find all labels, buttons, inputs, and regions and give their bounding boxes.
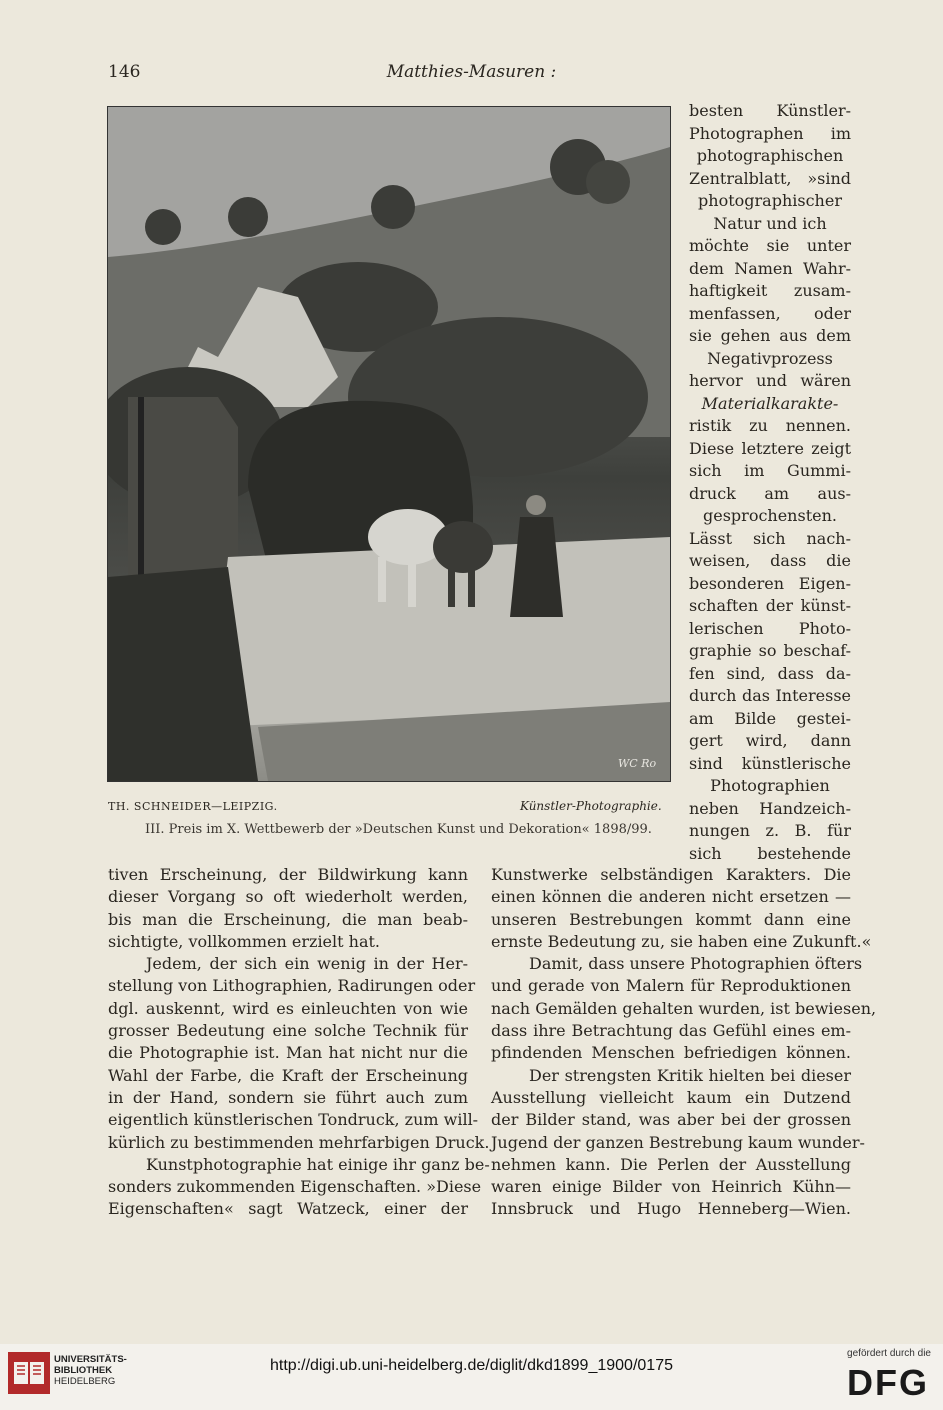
right-text-column	[491, 864, 877, 1221]
text-line: grosser Bedeutung eine solche Technik für	[108, 1021, 468, 1041]
narrow-text-column	[689, 100, 851, 865]
text-line: unseren Bestrebungen kommt dann eine	[491, 909, 851, 929]
page-number: 146	[108, 62, 141, 82]
text-line: Eigenschaften« sagt Watzeck, einer der	[108, 1199, 468, 1219]
text-line: Kunstphotographie hat einige ihr ganz be-	[146, 1154, 490, 1174]
text-line: durch das Interesse	[689, 686, 851, 705]
text-line: kürlich zu bestimmenden mehrfarbigen Druck.	[108, 1132, 490, 1152]
caption-prize: III. Preis im X. Wettbewerb der »Deutschen Kunst und Dekoration« 1898/99.	[145, 822, 652, 837]
photo-scene	[108, 107, 670, 781]
text-line: und gerade von Malern für Reproduktionen	[491, 976, 851, 996]
text-line: Damit, dass unsere Photographien öfters	[529, 954, 863, 974]
text-line: druck am aus-	[689, 483, 851, 503]
text-line: ristik zu nennen.	[689, 416, 851, 435]
text-line: möchte sie unter	[689, 236, 851, 255]
permalink-url[interactable]: http://digi.ub.uni-heidelberg.de/diglit/dkd1899_1900/0175	[270, 1357, 673, 1374]
text-line: neben Handzeich-	[689, 798, 851, 818]
text-line: graphie so beschaf-	[689, 641, 851, 660]
text-line: photographischen	[696, 146, 844, 165]
text-line: gesprochensten.	[703, 506, 837, 525]
text-line: dgl. auskennt, wird es einleuchten von wie	[108, 998, 468, 1018]
text-line: nach Gemälden gehalten wurden, ist bewiesen,	[491, 998, 877, 1018]
text-line: sind künstlerische	[689, 753, 851, 773]
library-line: UNIVERSITÄTS-	[54, 1354, 127, 1365]
text-line: Diese letztere zeigt	[689, 438, 851, 458]
text-line: die Photographie ist. Man hat nicht nur die	[108, 1043, 468, 1063]
text-line: Jugend der ganzen Bestrebung kaum wunder-	[491, 1132, 865, 1152]
text-line: Negativprozess	[707, 348, 833, 368]
text-line: Materialkarakte-	[701, 393, 839, 413]
photo-signature: WC Ro	[618, 757, 657, 770]
text-line: stellung von Lithographien, Radirungen oder	[108, 976, 476, 996]
text-line: nehmen kann. Die Perlen der Ausstellung	[491, 1154, 851, 1174]
caption-photographer: TH. SCHNEIDER—LEIPZIG.	[108, 800, 278, 813]
text-line: Ausstellung vielleicht kaum ein Dutzend	[491, 1087, 851, 1107]
text-line: Der strengsten Kritik hielten bei dieser	[529, 1065, 851, 1085]
text-line: gert wird, dann	[689, 731, 851, 750]
text-line: Natur und ich	[713, 213, 827, 233]
text-line: Jedem, der sich ein wenig in der Her-	[146, 954, 468, 974]
text-line: sichtigte, vollkommen erzielt hat.	[108, 931, 381, 951]
text-line: tiven Erscheinung, der Bildwirkung kann	[108, 865, 468, 884]
text-line: nungen z. B. für	[689, 821, 851, 840]
running-head: Matthies-Masuren :	[386, 62, 557, 82]
text-line: Kunstwerke selbständigen Karakters. Die	[491, 865, 851, 884]
text-line: haftigkeit zusam-	[689, 281, 851, 300]
text-line: menfassen, oder	[689, 303, 851, 323]
text-line: einen können die anderen nicht ersetzen —	[491, 887, 851, 907]
text-line: schaften der künst-	[689, 596, 851, 615]
text-line: ernste Bedeutung zu, sie haben eine Zukunft.«	[491, 931, 872, 951]
text-line: sich bestehende	[689, 843, 851, 863]
text-line: Photographien	[710, 776, 830, 795]
text-line: Wahl der Farbe, die Kraft der Erscheinung	[108, 1065, 468, 1085]
library-line: BIBLIOTHEK	[54, 1365, 113, 1376]
text-line: der Bilder stand, was aber bei der grossen	[491, 1110, 851, 1130]
text-line: Zentralblatt, »sind	[689, 168, 851, 188]
text-line: sie gehen aus dem	[689, 326, 851, 345]
caption-title: Künstler-Photographie.	[520, 799, 662, 813]
text-line: dieser Vorgang so oft wiederholt werden,	[108, 887, 468, 907]
text-line: besonderen Eigen-	[689, 573, 851, 593]
footer-bar	[0, 1344, 943, 1410]
text-line: sich im Gummi-	[689, 461, 851, 480]
text-line: waren einige Bilder von Heinrich Kühn—	[491, 1177, 851, 1197]
text-line: dem Namen Wahr-	[689, 258, 851, 278]
dfg-logo: DFG	[847, 1362, 929, 1403]
library-line: HEIDELBERG	[54, 1376, 116, 1387]
text-line: in der Hand, sondern sie führt auch zum	[108, 1087, 468, 1107]
text-line: Lässt sich nach-	[689, 528, 851, 548]
text-line: fen sind, dass da-	[689, 663, 851, 683]
landscape-photograph	[107, 106, 671, 782]
text-line: besten Künstler-	[689, 101, 851, 120]
text-line: dass ihre Betrachtung das Gefühl eines em-	[491, 1021, 851, 1041]
text-line: eigentlich künstlerischen Tondruck, zum will-	[108, 1110, 479, 1130]
text-line: weisen, dass die	[689, 551, 851, 570]
text-line: Photographen im	[689, 123, 851, 143]
text-line: am Bilde gestei-	[689, 708, 851, 728]
text-line: Innsbruck und Hugo Henneberg—Wien.	[491, 1199, 851, 1219]
text-line: photographischer	[698, 191, 842, 210]
text-line: hervor und wären	[689, 371, 851, 390]
text-line: bis man die Erscheinung, die man beab-	[108, 909, 468, 929]
funding-note: gefördert durch die	[847, 1348, 931, 1359]
text-line: sonders zukommenden Eigenschaften. »Diese	[108, 1177, 482, 1197]
text-line: lerischen Photo-	[689, 618, 851, 638]
left-text-column	[108, 864, 490, 1221]
text-line: pfindenden Menschen befriedigen können.	[491, 1043, 851, 1063]
